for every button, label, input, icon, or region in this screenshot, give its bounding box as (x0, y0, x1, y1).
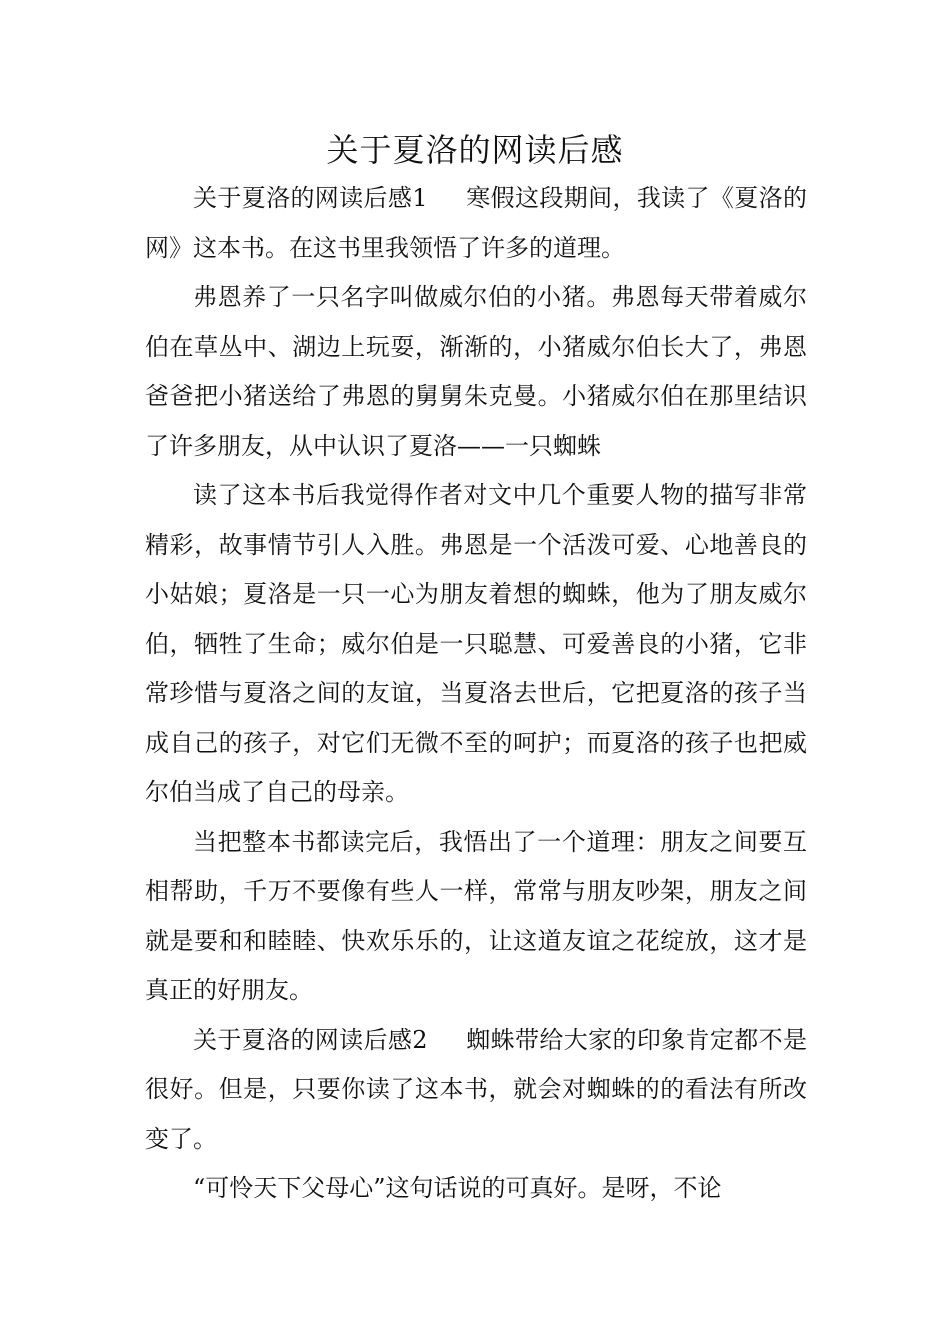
paragraph-2-text: 弗恩养了一只名字叫做威尔伯的小猪。弗恩每天带着威尔伯在草丛中、湖边上玩耍，渐渐的，小猪威尔伯长大了，弗恩爸爸把小猪送给了弗恩的舅舅朱克曼。小猪威尔伯在那里结识了许多朋友，从中认识了夏洛——一只蜘蛛 (145, 283, 807, 460)
document-title: 关于夏洛的网读后感 (326, 131, 624, 169)
paragraph-3-text: 读了这本书后我觉得作者对文中几个重要人物的描写非常精彩，故事情节引人入胜。弗恩是一个活泼可爱、心地善良的小姑娘；夏洛是一只一心为朋友着想的蜘蛛，他为了朋友威尔伯，牺牲了生命；威尔伯是一只聪慧、可爱善良的小猪，它非常珍惜与夏洛之间的友谊，当夏洛去世后，它把夏洛的孩子当成自己的孩子，对它们无微不至的呵护；而夏洛的孩子也把威尔伯当成了自己的母亲。 (145, 481, 807, 806)
paragraph-1-text: 寒假这段期间，我读了《夏洛的网》这本书。在这书里我领悟了许多的道理。 (145, 184, 807, 262)
paragraph-6 (145, 1164, 807, 1214)
paragraph-6-text: “可怜天下父母心”这句话说的可真好。是呀，不论 (193, 1174, 722, 1202)
section-heading-2: 关于夏洛的网读后感2 (193, 1025, 428, 1054)
paragraph-5-text: 蜘蛛带给大家的印象肯定都不是很好。但是，只要你读了这本书，就会对蜘蛛的的看法有所改变了。 (145, 1025, 807, 1153)
paragraph-4-text: 当把整本书都读完后，我悟出了一个道理：朋友之间要互相帮助，千万不要像有些人一样，常常与朋友吵架，朋友之间就是要和和睦睦、快欢乐乐的，让这道友谊之花绽放，这才是真正的好朋友。 (145, 827, 807, 1004)
section-heading-1: 关于夏洛的网读后感1 (193, 184, 428, 212)
paragraph-1 (145, 174, 807, 273)
paragraph-4 (145, 818, 807, 1016)
paragraph-3 (145, 471, 807, 818)
document-body (145, 174, 807, 1214)
paragraph-5 (145, 1016, 807, 1165)
paragraph-2 (145, 273, 807, 471)
